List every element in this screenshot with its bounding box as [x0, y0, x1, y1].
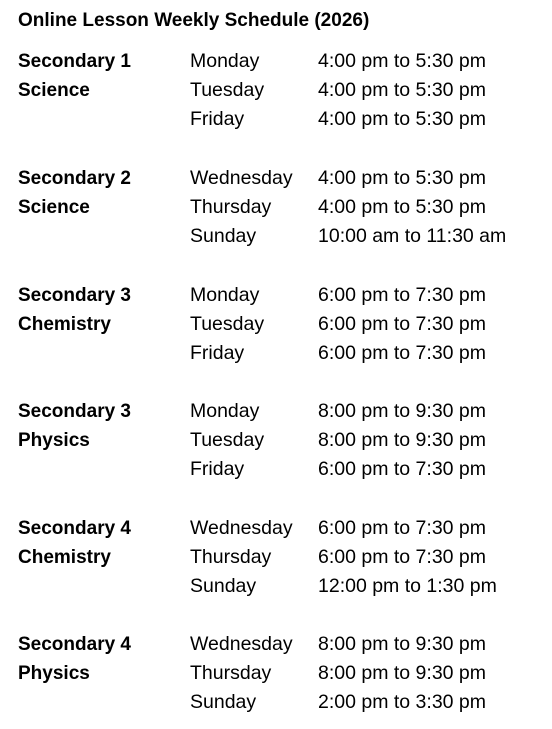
schedule-group-sec3-chemistry	[0, 281, 552, 371]
subject-level: Secondary 1	[18, 51, 131, 72]
session-time: 4:00 pm to 5:30 pm	[318, 167, 487, 189]
session-row	[0, 164, 552, 193]
session-row	[0, 47, 552, 76]
schedule-group-sec4-chemistry	[0, 514, 552, 604]
session-day: Thursday	[190, 196, 272, 219]
session-day: Tuesday	[190, 79, 265, 102]
session-row	[0, 455, 552, 484]
session-day: Thursday	[190, 546, 272, 569]
session-time: 6:00 pm to 7:30 pm	[318, 313, 487, 336]
session-time: 10:00 am to 11:30 am	[318, 225, 507, 248]
subject-name: Science	[18, 80, 90, 102]
schedule-group-sec1-science	[0, 47, 552, 137]
subject-name: Science	[18, 197, 90, 219]
session-row	[0, 193, 552, 222]
session-day: Monday	[190, 400, 260, 422]
session-row	[0, 659, 552, 688]
session-row	[0, 281, 552, 310]
session-time: 4:00 pm to 5:30 pm	[318, 108, 487, 131]
session-day: Friday	[190, 108, 245, 131]
session-row	[0, 397, 552, 426]
session-day: Tuesday	[190, 313, 265, 336]
session-row	[0, 630, 552, 659]
session-time: 4:00 pm to 5:30 pm	[318, 79, 487, 102]
schedule-group-sec2-science	[0, 164, 552, 254]
session-row	[0, 222, 552, 251]
session-time: 4:00 pm to 5:30 pm	[318, 196, 487, 219]
session-row	[0, 543, 552, 572]
session-row	[0, 105, 552, 134]
subject-name: Physics	[18, 430, 90, 452]
session-day: Sunday	[190, 575, 257, 598]
session-day: Wednesday	[190, 633, 293, 655]
subject-name: Chemistry	[18, 547, 111, 569]
session-row	[0, 426, 552, 455]
session-day: Monday	[190, 284, 260, 306]
session-day: Monday	[190, 50, 260, 72]
session-day: Sunday	[190, 691, 257, 714]
session-time: 8:00 pm to 9:30 pm	[318, 429, 487, 452]
subject-level: Secondary 4	[18, 634, 131, 655]
subject-level: Secondary 3	[18, 285, 131, 306]
session-day: Thursday	[190, 662, 272, 685]
session-time: 4:00 pm to 5:30 pm	[318, 50, 487, 72]
schedule-group-sec3-physics	[0, 397, 552, 487]
session-time: 8:00 pm to 9:30 pm	[318, 400, 487, 422]
session-time: 6:00 pm to 7:30 pm	[318, 458, 487, 481]
subject-level: Secondary 3	[18, 401, 131, 422]
session-time: 2:00 pm to 3:30 pm	[318, 691, 487, 714]
session-time: 8:00 pm to 9:30 pm	[318, 633, 487, 655]
subject-name: Physics	[18, 663, 90, 685]
session-day: Friday	[190, 458, 245, 481]
session-day: Wednesday	[190, 517, 293, 539]
page-title: Online Lesson Weekly Schedule (2026)	[18, 10, 370, 31]
session-row	[0, 310, 552, 339]
subject-name: Chemistry	[18, 314, 111, 336]
session-time: 6:00 pm to 7:30 pm	[318, 517, 487, 539]
schedule-group-sec4-physics	[0, 630, 552, 720]
session-day: Sunday	[190, 225, 257, 248]
session-day: Friday	[190, 342, 245, 365]
session-row	[0, 514, 552, 543]
session-time: 6:00 pm to 7:30 pm	[318, 342, 487, 365]
session-time: 6:00 pm to 7:30 pm	[318, 284, 487, 306]
session-row	[0, 572, 552, 601]
session-time: 12:00 pm to 1:30 pm	[318, 575, 497, 598]
session-time: 6:00 pm to 7:30 pm	[318, 546, 487, 569]
session-day: Wednesday	[190, 167, 293, 189]
session-day: Tuesday	[190, 429, 265, 452]
subject-level: Secondary 4	[18, 518, 131, 539]
session-row	[0, 688, 552, 717]
session-time: 8:00 pm to 9:30 pm	[318, 662, 487, 685]
session-row	[0, 76, 552, 105]
session-row	[0, 339, 552, 368]
subject-level: Secondary 2	[18, 168, 131, 189]
